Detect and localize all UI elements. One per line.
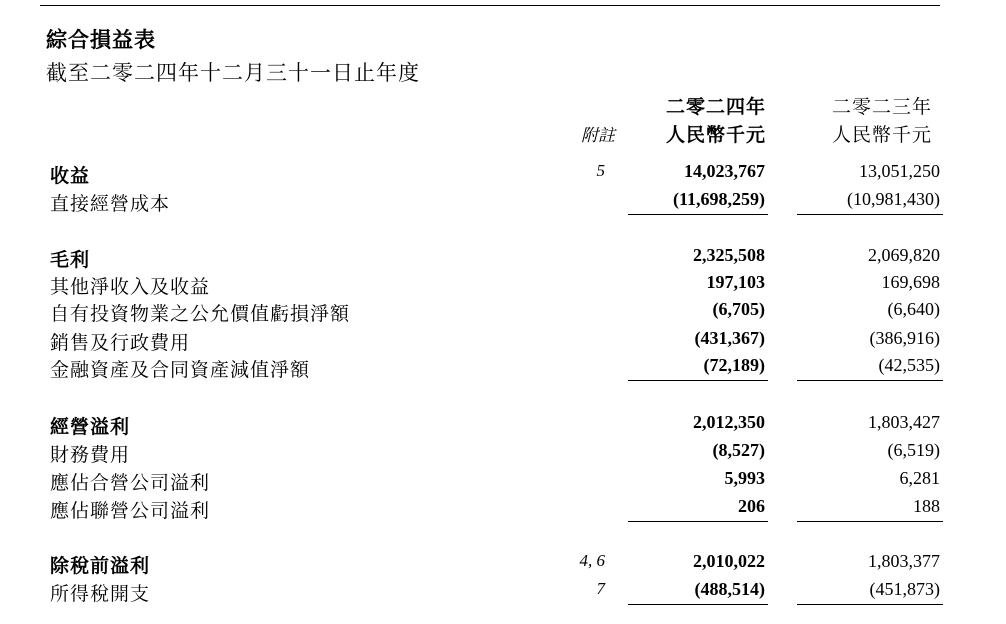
subtotal-rule-current [628,214,768,215]
statement-title: 綜合損益表 [46,28,156,52]
row-label: 收益 [50,166,91,187]
table-row-fair-value-loss [0,299,1006,327]
subtotal-rule-current [628,604,768,605]
prior-year-value: (42,535) [878,355,940,375]
current-year-value: 2,012,350 [693,412,765,432]
table-row-income-tax [0,579,1006,607]
row-label: 應佔聯營公司溢利 [50,501,211,522]
row-label: 毛利 [50,250,91,271]
row-label: 經營溢利 [50,417,131,438]
current-year-value: (431,367) [694,328,765,348]
table-row-operating-profit [0,412,1006,440]
subtotal-rule-current [628,521,768,522]
current-year-value: (6,705) [712,299,765,319]
current-year-value: 5,993 [724,468,765,488]
row-note: 7 [596,579,605,598]
prior-year-value: 188 [913,496,940,516]
table-row-finance-cost [0,440,1006,468]
subtotal-rule-prior [797,521,943,522]
prior-year-value: 6,281 [899,468,940,488]
table-row-other-income [0,272,1006,300]
table-row-selling-admin [0,328,1006,356]
current-year-value: 2,010,022 [693,551,765,571]
current-year-value: 2,325,508 [693,245,765,265]
prior-year-value: (6,519) [887,440,940,460]
subtotal-rule-current [628,380,768,381]
current-year-header: 二零二四年 [665,97,766,118]
subtotal-rule-prior [797,380,943,381]
prior-year-value: 1,803,427 [868,412,940,432]
current-year-value: (11,698,259) [673,189,765,209]
row-note: 5 [596,161,605,180]
current-year-value: 206 [738,496,765,516]
row-label: 金融資產及合同資產減值淨額 [50,360,311,381]
top-rule [40,5,940,6]
table-row-profit-before-tax [0,551,1006,579]
note-header: 附註 [581,126,615,145]
prior-unit-header: 人民幣千元 [831,125,932,146]
subtotal-rule-prior [797,604,943,605]
row-label: 除稅前溢利 [50,556,151,577]
table-row-impairment [0,355,1006,383]
table-row-direct-cost [0,189,1006,217]
current-year-value: (488,514) [694,579,765,599]
prior-year-value: (386,916) [869,328,940,348]
row-label: 所得稅開支 [50,584,151,605]
current-unit-header: 人民幣千元 [665,125,766,146]
prior-year-value: (451,873) [869,579,940,599]
row-label: 銷售及行政費用 [50,333,191,354]
current-year-value: 14,023,767 [684,161,765,181]
subtotal-rule-prior [797,214,943,215]
prior-year-value: 1,803,377 [868,551,940,571]
row-label: 應佔合營公司溢利 [50,473,211,494]
table-row-associate [0,496,1006,524]
current-year-value: (72,189) [703,355,765,375]
table-row-gross-profit [0,245,1006,273]
row-note: 4, 6 [579,551,605,570]
table-row-joint-venture [0,468,1006,496]
prior-year-value: (6,640) [887,299,940,319]
prior-year-value: 2,069,820 [868,245,940,265]
row-label: 直接經營成本 [50,194,171,215]
prior-year-value: (10,981,430) [847,189,940,209]
prior-year-header: 二零二三年 [831,97,932,118]
prior-year-value: 13,051,250 [859,161,940,181]
table-row-revenue [0,161,1006,189]
row-label: 財務費用 [50,445,131,466]
row-label: 其他淨收入及收益 [50,277,211,298]
current-year-value: 197,103 [706,272,765,292]
row-label: 自有投資物業之公允價值虧損淨額 [50,304,351,325]
statement-period: 截至二零二四年十二月三十一日止年度 [46,61,420,85]
prior-year-value: 169,698 [881,272,940,292]
current-year-value: (8,527) [712,440,765,460]
